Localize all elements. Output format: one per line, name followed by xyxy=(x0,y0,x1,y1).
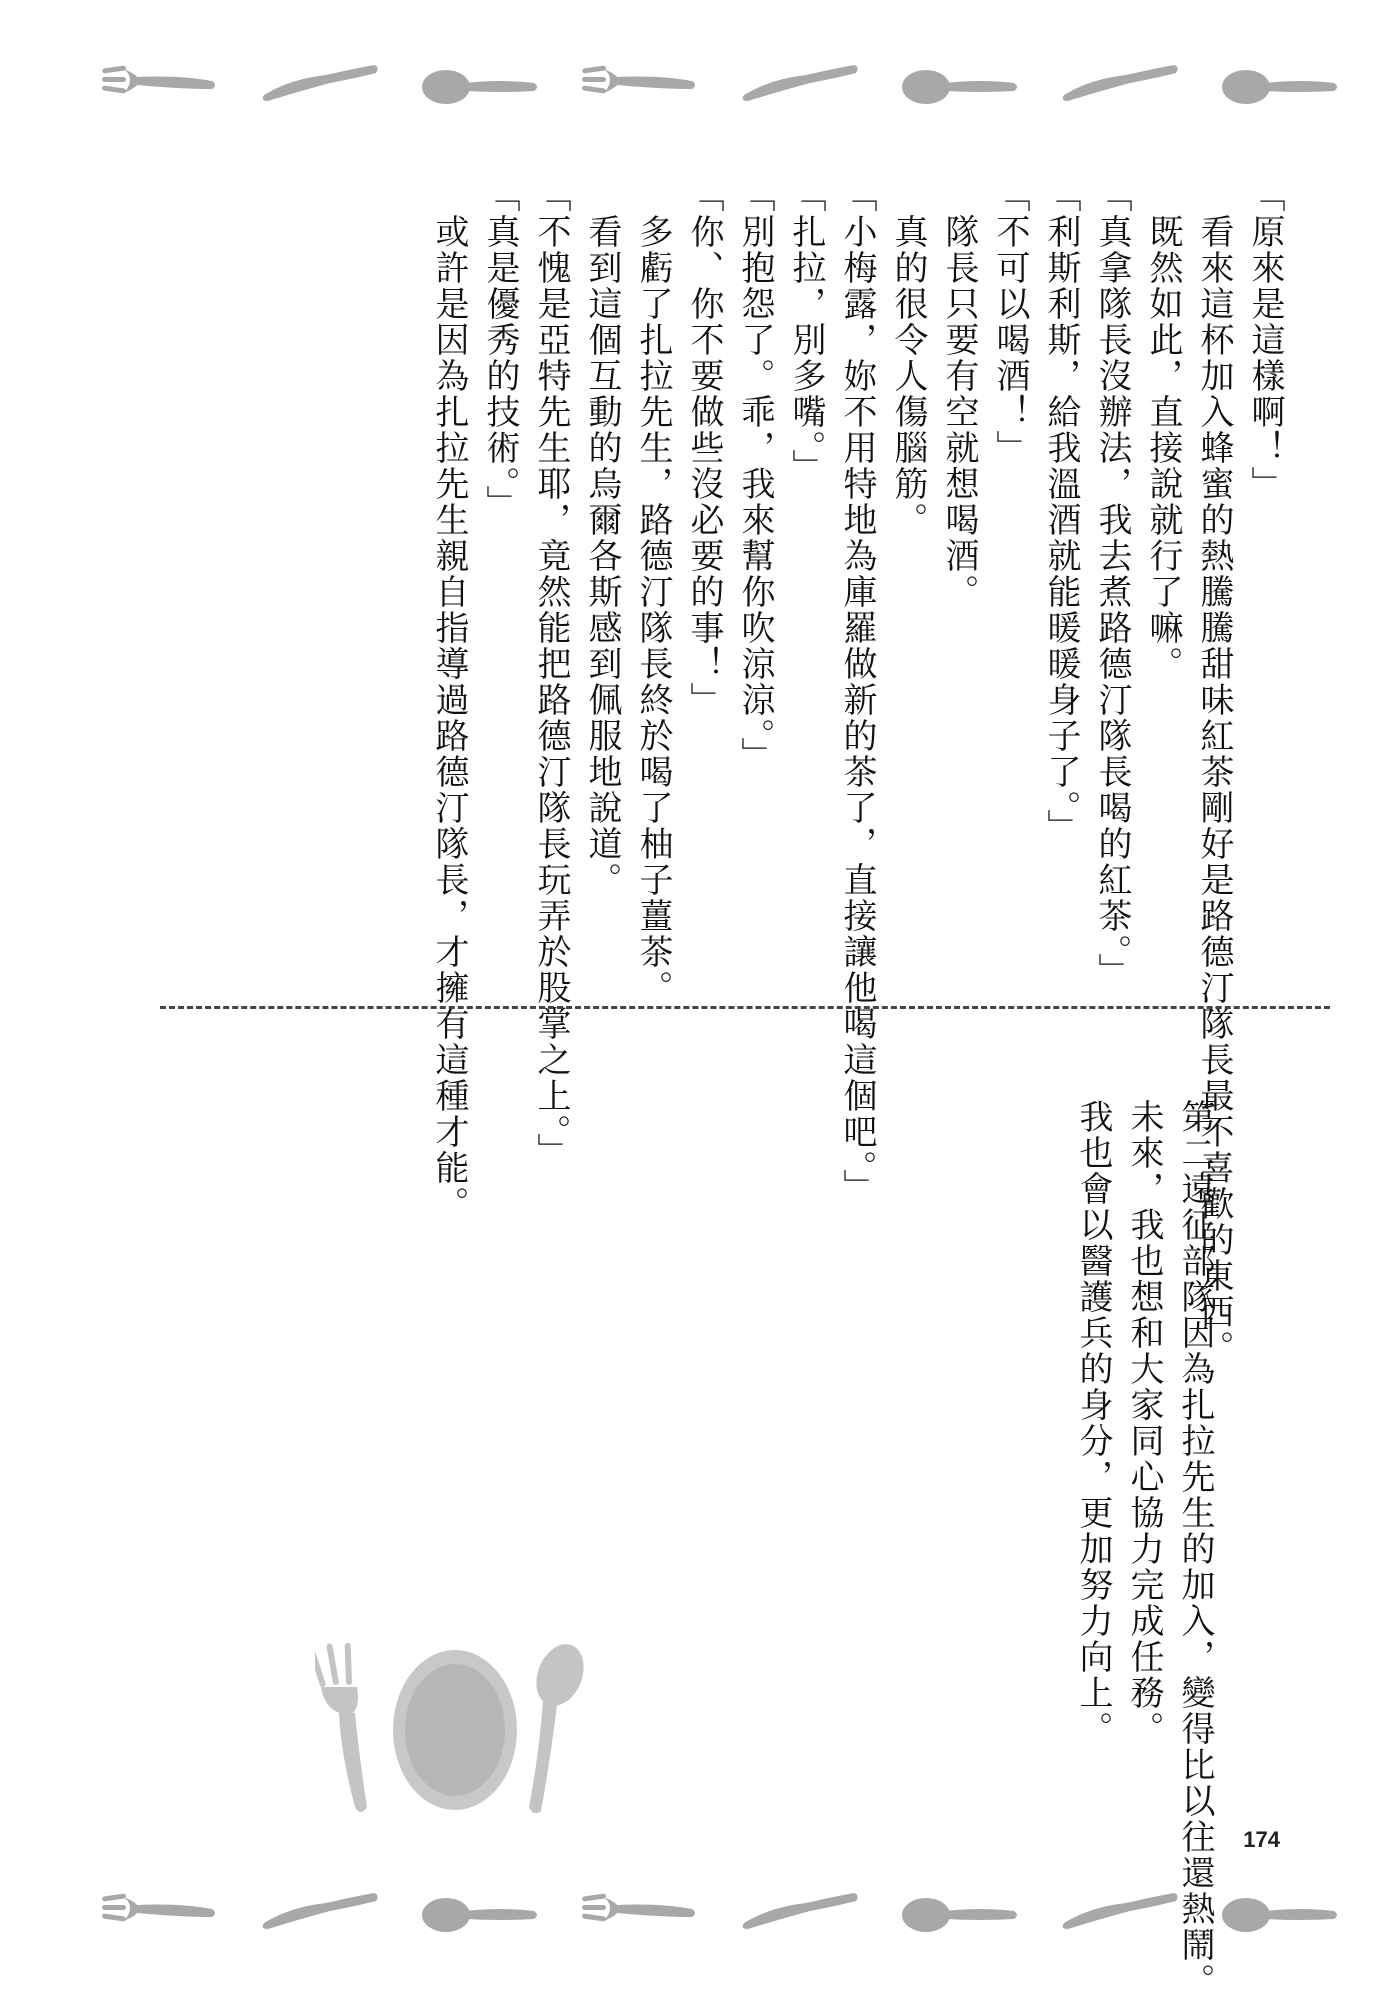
spoon-icon xyxy=(420,57,540,117)
plate-icon xyxy=(393,1650,517,1810)
knife-icon xyxy=(740,57,860,117)
paragraph: 第二遠征部隊因為扎拉先生的加入，變得比以往還熱鬧。 xyxy=(1175,1063,1215,1999)
paragraph: 真的很令人傷腦筋。 xyxy=(888,178,928,538)
spoon-icon xyxy=(900,57,1020,117)
knife-icon xyxy=(260,57,380,117)
paragraph: 或許是因為扎拉先生親自指導過路德汀隊長，才擁有這種才能。 xyxy=(429,178,469,1222)
page-number: 174 xyxy=(1243,1827,1280,1852)
bottom-cutlery-border xyxy=(100,1880,1340,1950)
paragraph: 「不可以喝酒！」 xyxy=(990,178,1030,466)
spoon-icon xyxy=(420,1885,540,1945)
fork-icon xyxy=(580,57,700,117)
paragraph: 「不愧是亞特先生耶，竟然能把路德汀隊長玩弄於股掌之上。」 xyxy=(531,178,571,1169)
knife-icon xyxy=(740,1885,860,1945)
paragraph: 隊長只要有空就想喝酒。 xyxy=(939,178,979,610)
fork-icon xyxy=(315,1643,367,1812)
paragraph: 「利斯利斯，給我溫酒就能暖暖身子了。」 xyxy=(1041,178,1081,845)
paragraph: 「真拿隊長沒辦法，我去煮路德汀隊長喝的紅茶。」 xyxy=(1092,178,1132,989)
spoon-icon xyxy=(1220,57,1340,117)
section-divider xyxy=(160,1006,1330,1009)
plate-setting-illustration xyxy=(315,1635,605,1829)
knife-icon xyxy=(260,1885,380,1945)
paragraph: 看來這杯加入蜂蜜的熱騰騰甜味紅茶剛好是路德汀隊長最不喜歡的東西。 xyxy=(1194,178,1234,1366)
paragraph: 未來，我也想和大家同心協力完成任務。 xyxy=(1124,1063,1164,1747)
paragraph: 「扎拉，別多嘴。」 xyxy=(786,178,826,485)
knife-icon xyxy=(1060,1885,1180,1945)
paragraph: 看到這個互動的烏爾各斯感到佩服地說道。 xyxy=(582,178,622,898)
top-cutlery-border xyxy=(100,52,1340,122)
upper-text-block xyxy=(423,178,1290,1366)
fork-icon xyxy=(100,1885,220,1945)
paragraph: 「你、你不要做些沒必要的事！」 xyxy=(684,178,724,718)
paragraph: 「真是優秀的技術。」 xyxy=(480,178,520,521)
spoon-icon xyxy=(528,1637,593,1813)
lower-text-block xyxy=(1067,1063,1220,1999)
spoon-icon xyxy=(900,1885,1020,1945)
paragraph: 「原來是這樣啊！」 xyxy=(1245,178,1285,502)
paragraph: 「小梅露，妳不用特地為庫羅做新的茶了，直接讓他喝這個吧。」 xyxy=(837,178,877,1205)
knife-icon xyxy=(1060,57,1180,117)
paragraph: 既然如此，直接說就行了嘛。 xyxy=(1143,178,1183,682)
fork-icon xyxy=(100,57,220,117)
paragraph: 「別抱怨了。乖，我來幫你吹涼涼。」 xyxy=(735,178,775,773)
fork-icon xyxy=(580,1885,700,1945)
spoon-icon xyxy=(1220,1885,1340,1945)
paragraph: 我也會以醫護兵的身分，更加努力向上。 xyxy=(1073,1063,1113,1747)
paragraph: 多虧了扎拉先生，路德汀隊長終於喝了柚子薑茶。 xyxy=(633,178,673,1006)
